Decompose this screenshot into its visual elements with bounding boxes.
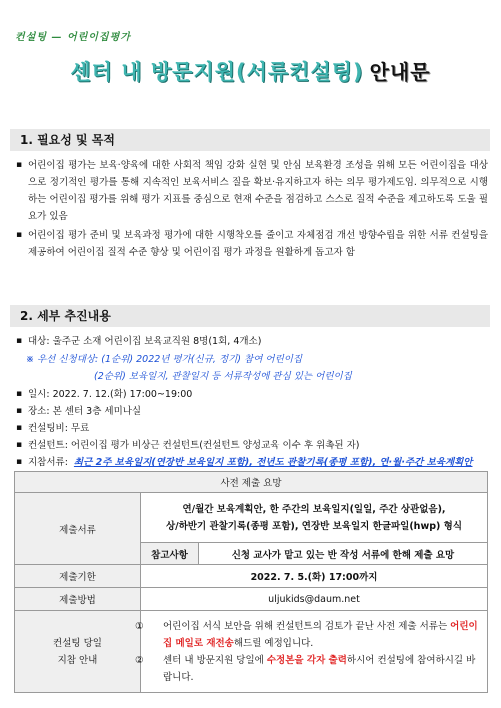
- detail-fee: ▪ 컨설팅비: 무료: [14, 420, 488, 437]
- guide-item-1-highlight: 어린이집 메일로 재전송: [163, 620, 478, 649]
- deadline-value: 2022. 7. 5.(화) 17:00까지: [141, 565, 488, 588]
- detail-date: ▪ 일시: 2022. 7. 12.(화) 17:00~19:00: [14, 386, 488, 403]
- guide-label: [15, 611, 141, 693]
- purpose-bullet-1: ▪ 어린이집 평가는 보육·양육에 대한 사회적 책임 강화 실현 및 안심 보육환경 조성을 위해 모든 어린이집을 대상으로 정기적인 평가를 통해 지속적인 보육서비스 질을 확보·유지하고자 하는 의무 평가제도임. 의무적으로 시행하는 어린이집 평가를 위해 평가 지표를 중심으로 현재 수준을 점검하고 스스로 질적 수준을 제고하도록 도울 필요가 있음: [14, 157, 488, 225]
- submit-docs-line-2: 상/하반기 관찰기록(종평 포함), 연장반 보육일지 한글파일(hwp) 형식: [165, 520, 463, 532]
- section-heading-details: 2. 세부 추진내용: [10, 305, 490, 327]
- submission-table: [14, 471, 488, 693]
- method-value: uljukids@daum.net: [141, 588, 488, 611]
- documents-label: ▪ 지참서류:: [28, 457, 68, 468]
- title-suffix: 안내문: [369, 60, 431, 84]
- guide-label-line-1: 컨설팅 당일: [53, 637, 102, 649]
- purpose-bullet-2: ▪ 어린이집 평가 준비 및 보육과정 평가에 대한 시행착오를 줄이고 자체점검 개선 방향수립을 위한 서류 컨설팅을 제공하여 어린이집 질적 수준 향상 및 어린이집 평가 과정을 원활하게 돕고자 함: [14, 227, 488, 261]
- reference-value: 신청 교사가 맡고 있는 반 작성 서류에 한해 제출 요망: [199, 543, 488, 565]
- guide-value: [135, 611, 488, 693]
- priority-note-2: (2순위) 보육일지, 관찰일지 등 서류작성에 관심 있는 어린이집: [94, 371, 352, 382]
- priority-note-1: ※ 우선 신청대상: (1순위) 2022년 평가(신규, 정기) 참여 어린이집: [26, 354, 303, 365]
- documents-value: 최근 2주 보육일지(연장반 보육일지 포함), 전년도 관찰기록(종평 포함), 연·월·주간 보육계획안: [73, 457, 473, 468]
- guide-item-2-text-c: 하시어 컨설팅에 참여하시길 바랍니다.: [163, 654, 476, 683]
- detail-documents: [14, 454, 488, 471]
- guide-item-2-highlight: 수정본을 각자 출력: [266, 654, 347, 666]
- deadline-label: 제출기한: [15, 565, 141, 588]
- guide-item-1-text-c: 해드릴 예정입니다.: [233, 637, 314, 649]
- title-main: 센터 내 방문지원(서류컨설팅): [70, 60, 364, 84]
- guide-label-line-2: 지참 안내: [57, 654, 98, 666]
- guide-item-2: [135, 652, 479, 686]
- method-label: 제출방법: [15, 588, 141, 611]
- guide-item-2-text-a: 센터 내 방문지원 당일에: [163, 654, 264, 666]
- detail-target: ▪ 대상: 울주군 소재 어린이집 보육교직원 8명(1회, 4개소): [14, 333, 488, 350]
- guide-item-1: [135, 618, 479, 652]
- guide-item-2-mark: ②: [135, 654, 144, 666]
- submit-docs-line-1: 연/월간 보육계획안, 한 주간의 보육일지(일일, 주간 상관없음),: [182, 503, 446, 515]
- submit-docs-label: 제출서류: [15, 493, 141, 565]
- guide-item-1-mark: ①: [135, 620, 144, 632]
- page-title: [0, 56, 501, 86]
- detail-consultant: ▪ 컨설턴트: 어린이집 평가 비상근 컨설턴트(컨설턴트 양성교육 이수 후 위촉된 자): [14, 437, 488, 454]
- detail-place: ▪ 장소: 본 센터 3층 세미나실: [14, 403, 488, 420]
- reference-label: 참고사항: [141, 543, 199, 565]
- submit-docs-value: [141, 493, 488, 543]
- tagline: 컨설팅 — 어린이집평가: [15, 32, 131, 43]
- section-heading-purpose: 1. 필요성 및 목적: [10, 129, 490, 151]
- table-caption: 사전 제출 요망: [15, 472, 488, 493]
- guide-item-1-text-a: 어린이집 서식 보안을 위해 컨설턴트의 검토가 끝난 사전 제출 서류는: [163, 620, 448, 632]
